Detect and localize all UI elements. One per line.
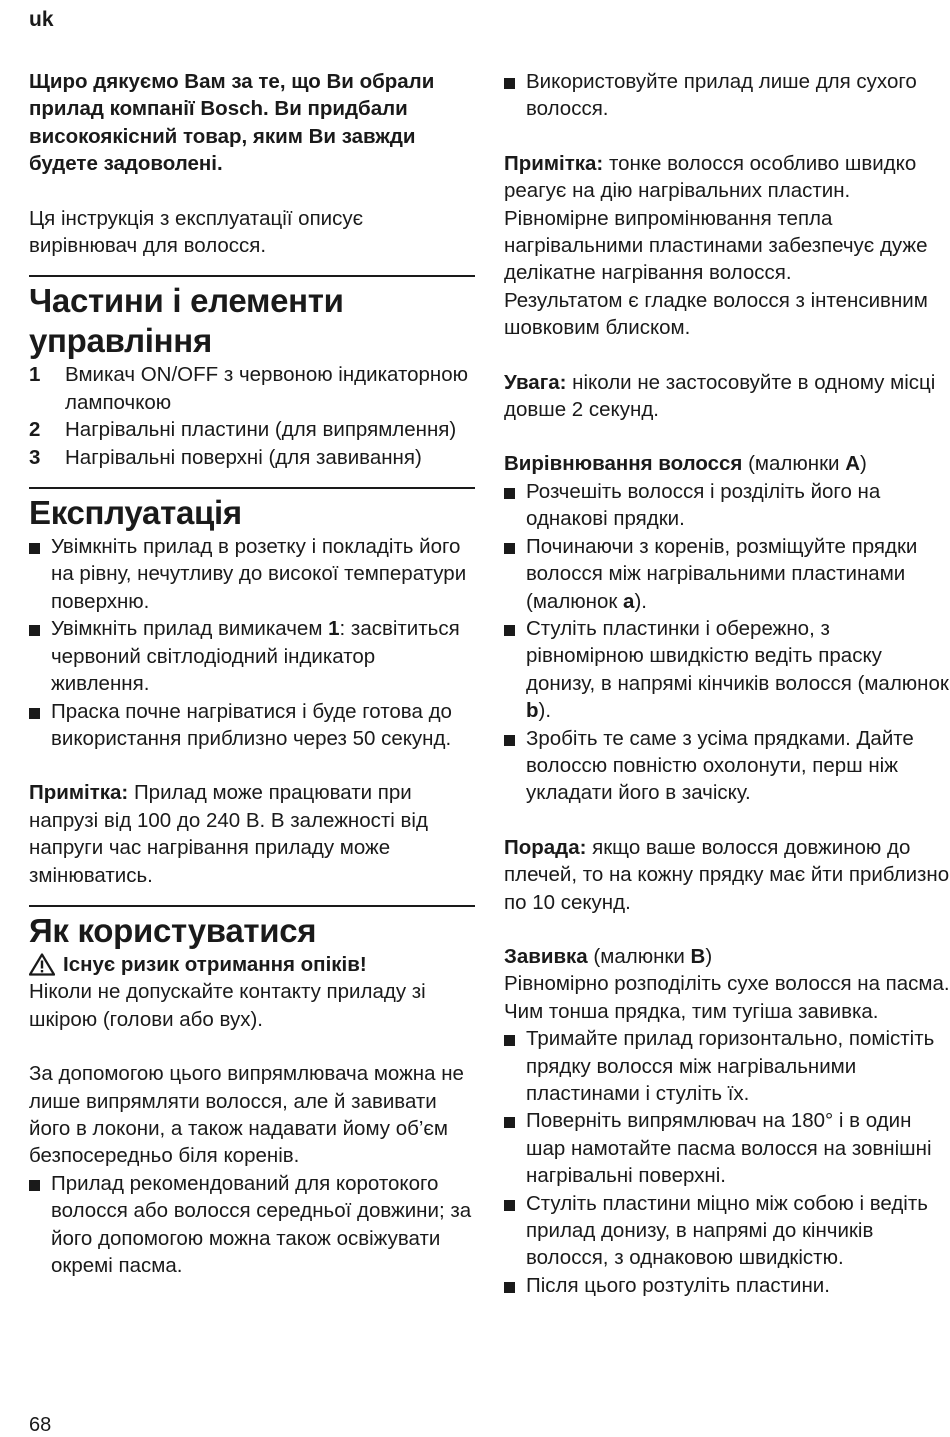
intro-bold-paragraph: Щиро дякуємо Вам за те, що Ви обрали прилад компанії Bosch. Ви придбали високоякісний товар, яким Ви завжди будете задоволені. xyxy=(29,70,435,176)
bullet-square-icon xyxy=(29,1180,40,1191)
list-item: Поверніть випрямлювач на 180° і в один шар намотайте пасма волосся на зовнішні нагрівальні поверхні. xyxy=(504,1107,950,1189)
bullet-square-icon xyxy=(29,708,40,719)
bullet-square-icon xyxy=(504,1117,515,1128)
list-item: Починаючи з коренів, розміщуйте прядки волосся між нагрівальними пластинами (малюнок a). xyxy=(504,533,950,615)
curling-paragraph: Рівномірно розподіліть сухе волосся на пасма. Чим тонша прядка, тим тугіша завивка. xyxy=(504,972,950,1023)
bullet-square-icon xyxy=(504,1035,515,1046)
list-item xyxy=(29,361,475,416)
list-item: Стуліть пластинки і обережно, з рівномірною швидкістю ведіть праску донизу, в напрямі кінчиків волосся (малюнок b). xyxy=(504,615,950,725)
item-number: 1 xyxy=(29,363,41,387)
list-item: Стуліть пластини міцно між собою і ведіть прилад донизу, в напрямі до кінчиків волосся, з однаковою швидкістю. xyxy=(504,1190,950,1272)
list-item: Праска почне нагріватися і буде готова до використання приблизно через 50 секунд. xyxy=(29,698,475,753)
bullet-square-icon xyxy=(504,1200,515,1211)
curling-list xyxy=(504,1025,950,1299)
list-item xyxy=(29,444,475,471)
note-paragraph: Рівномірне випромінювання тепла нагрівальними пластинами забезпечує дуже делікатне нагрівання волосся. xyxy=(504,206,928,285)
burn-warning-text: Ніколи не допускайте контакту приладу зі шкірою (голови або вух). xyxy=(29,980,426,1031)
intro-paragraph: Ця інструкція з експлуатації описує вирівнювач для волосся. xyxy=(29,206,364,258)
bullet-square-icon xyxy=(504,488,515,499)
bullet-square-icon xyxy=(504,735,515,746)
note-paragraph: Результатом є гладке волосся з інтенсивним шовковим блиском. xyxy=(504,288,928,340)
right-column xyxy=(504,68,950,1299)
list-item xyxy=(29,416,475,443)
list-item: Тримайте прилад горизонтально, помістіть прядку волосся між нагрівальними пластинами і стуліть їх. xyxy=(504,1025,950,1107)
parts-heading: Частини і елементи управління xyxy=(29,282,344,360)
list-item: Увімкніть прилад вимикачем 1: засвітиться червоний світлодіодний індикатор живлення. xyxy=(29,615,475,697)
operation-list xyxy=(29,533,475,752)
list-item: Увімкніть прилад в розетку і покладіть його на рівну, нечутливу до високої температури поверхню. xyxy=(29,533,475,615)
bullet-square-icon xyxy=(29,625,40,636)
caution-note: Увага: ніколи не застосовуйте в одному місці довше 2 секунд. xyxy=(504,370,936,422)
item-text: Нагрівальні пластини (для випрямлення) xyxy=(65,418,457,442)
straightening-heading: Вирівнювання волосся (малюнки A) xyxy=(504,452,867,476)
section-divider xyxy=(29,905,475,907)
page-number: 68 xyxy=(29,1414,52,1436)
item-text: Нагрівальні поверхні (для завивання) xyxy=(65,445,422,469)
item-text: Вмикач ON/OFF з червоною індикаторною лампочкою xyxy=(65,363,469,414)
curling-heading: Завивка (малюнки B) xyxy=(504,944,713,968)
item-number: 2 xyxy=(29,418,41,442)
list-item: Прилад рекомендований для коротокого волосся або волосся середньої довжини; за його допомогою можна також освіжувати окремі пасма. xyxy=(29,1170,475,1280)
bullet-square-icon xyxy=(29,543,40,554)
language-code: uk xyxy=(29,8,54,31)
dry-hair-list xyxy=(504,68,950,123)
burn-warning-title: Існує ризик отримання опіків! xyxy=(29,951,475,978)
section-divider xyxy=(29,487,475,489)
left-column xyxy=(29,68,475,1279)
tip-note: Порада: якщо ваше волосся довжиною до плечей, то на кожну прядку має йти приблизно по 10 секунд. xyxy=(504,835,950,914)
fine-hair-note: Примітка: тонке волосся особливо швидко реагує на дію нагрівальних пластин. xyxy=(504,151,917,203)
list-item: Використовуйте прилад лише для сухого волосся. xyxy=(504,68,950,123)
list-item: Після цього розтуліть пластини. xyxy=(504,1272,950,1299)
warning-triangle-icon xyxy=(29,953,55,976)
straightening-list xyxy=(504,478,950,807)
bullet-square-icon xyxy=(504,625,515,636)
list-item: Розчешіть волосся і розділіть його на однакові прядки. xyxy=(504,478,950,533)
bullet-square-icon xyxy=(504,1282,515,1293)
usage-list xyxy=(29,1170,475,1280)
item-number: 3 xyxy=(29,445,41,469)
operation-heading: Експлуатація xyxy=(29,494,242,532)
usage-paragraph: За допомогою цього випрямлювача можна не лише випрямляти волосся, але й завивати його в локони, а також надавати йому об’єм безпосередньо біля коренів. xyxy=(29,1062,464,1168)
section-divider xyxy=(29,275,475,277)
bullet-square-icon xyxy=(504,543,515,554)
usage-heading: Як користуватися xyxy=(29,911,317,949)
bullet-square-icon xyxy=(504,78,515,89)
list-item: Зробіть те саме з усіма прядками. Дайте волоссю повністю охолонути, перш ніж укладати його в зачіску. xyxy=(504,725,950,807)
parts-list xyxy=(29,361,475,471)
operation-note: Примітка: Прилад може працювати при напрузі від 100 до 240 В. В залежності від напруги час нагрівання приладу може змінюватись. xyxy=(29,781,428,887)
